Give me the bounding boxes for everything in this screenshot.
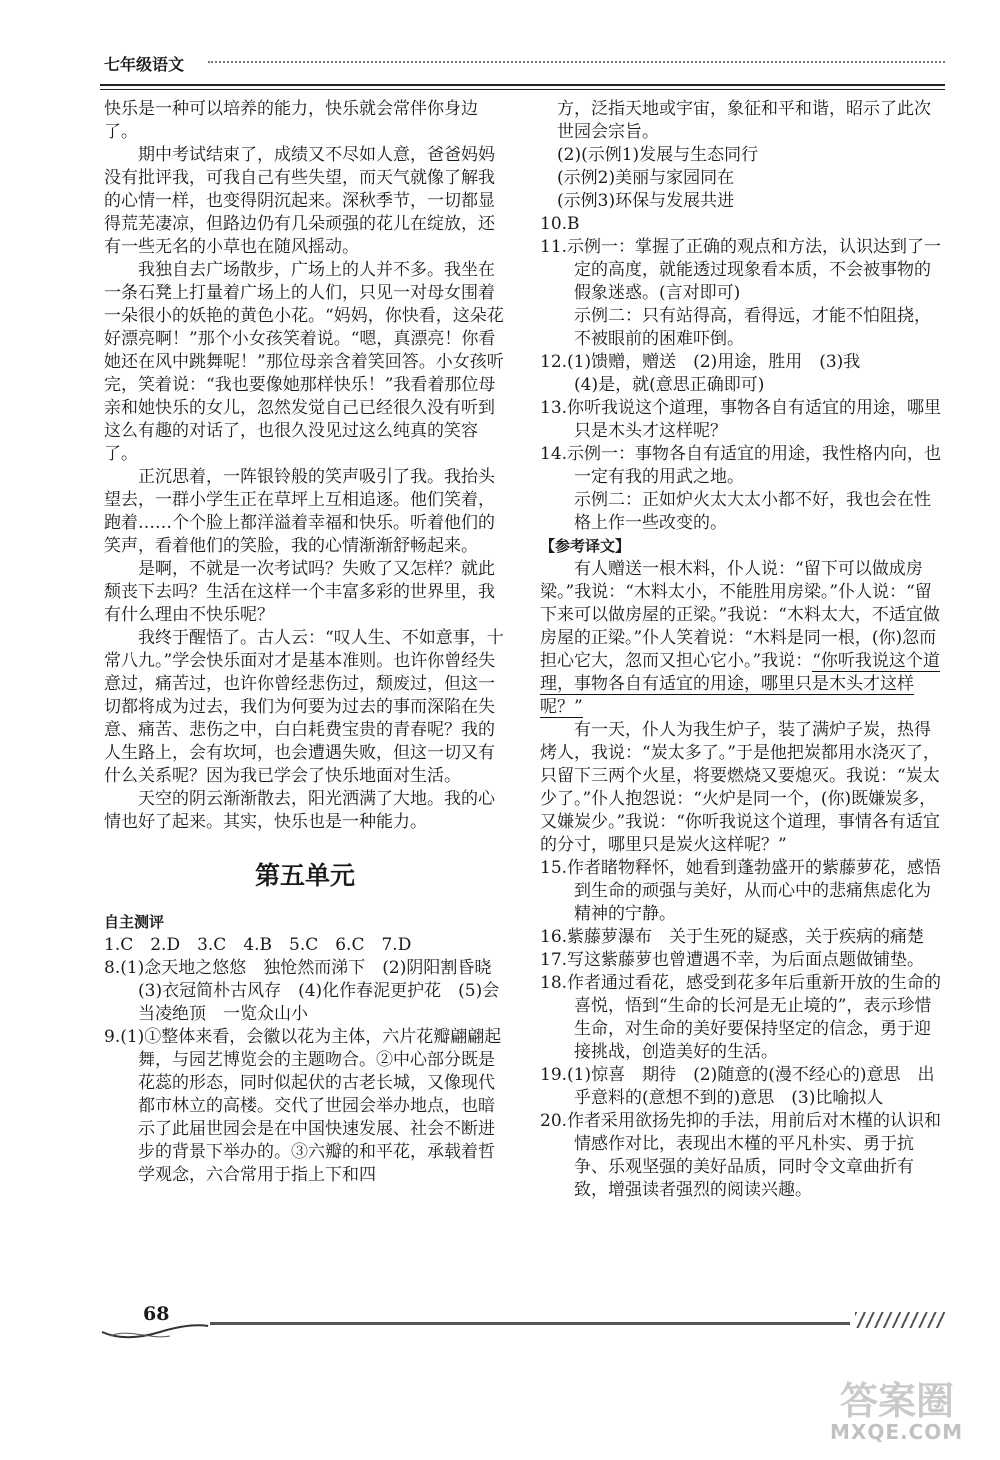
- answer-item: 示例二：只有站得高，看得远，才能不怕阻挠，不被眼前的困难吓倒。: [574, 306, 931, 349]
- answer-item: (示例2)美丽与家园同在: [557, 168, 735, 188]
- unit-title: 第五单元: [254, 861, 355, 890]
- answer-item: 19.(1)惊喜 期待 (2)随意的(漫不经心的)意思 出乎意料的(意想不到的)意思 (3)比喻拟人: [540, 1065, 935, 1108]
- watermark-site: MXQE.COM: [830, 1420, 964, 1444]
- answer-item: 18.作者通过看花，感受到花多年后重新开放的生命的喜悦，悟到“生命的长河是无止境的”，表示珍惜生命，对生命的美好要保持坚定的信念，勇于迎接挑战，创造美好的生活。: [540, 973, 942, 1062]
- left-column: [104, 98, 509, 1187]
- essay-paragraph: 天空的阴云渐渐散去，阳光洒满了大地。我的心情也好了起来。其实，快乐也是一种能力。: [104, 789, 495, 832]
- translation-paragraph: [540, 558, 945, 719]
- essay-paragraph: 期中考试结束了，成绩又不尽如人意，爸爸妈妈没有批评我，可我自己有些失望，而天气就像了解我的心情一样，也变得阴沉起来。深秋季节，一切都显得荒芜凄凉，但路边仍有几朵顽强的花儿在绽放，还有一些无名的小草也在随风摇动。: [104, 145, 495, 257]
- translation-paragraph: 有一天，仆人为我生炉子，装了满炉子炭，热得烤人，我说：“炭太多了。”于是他把炭都用水浇灭了，只留下三两个火星，将要燃烧又要熄灭。我说：“炭太少了。”仆人抱怨说：“火炉是同一个，(你)既嫌炭多，又嫌炭少。”我说：“你听我说这个道理，事情各有适宜的分寸，哪里只是炭火这样呢？”: [540, 720, 940, 855]
- answer-item: 12.(1)馈赠，赠送 (2)用途，胜用 (3)我: [540, 352, 861, 372]
- answer-item: 16.紫藤萝瀑布 关于生死的疑惑，关于疾病的痛楚: [540, 927, 925, 947]
- answer-item: 10.B: [540, 214, 580, 234]
- answer-item: 方，泛指天地或宇宙，象征和平和谐，昭示了此次世园会宗旨。: [557, 99, 931, 142]
- answer-item: 17.写这紫藤萝也曾遭遇不幸，为后面点题做铺垫。: [540, 950, 925, 970]
- answer-item: 14.示例一：事物各自有适宜的用途，我性格内向，也一定有我的用武之地。: [540, 444, 942, 487]
- essay-paragraph: 我终于醒悟了。古人云：“叹人生、不如意事，十常八九。”学会快乐面对才是基本准则。也许你曾经失意过，痛苦过，也许你曾经悲伤过，颓废过，但这一切都将成为过去，我们为何要为过去的事而深陷在失意、痛苦、悲伤之中，白白耗费宝贵的青春呢？我的人生路上，会有坎坷，也会遭遇失败，但这一切又有什么关系呢？因为我已学会了快乐地面对生活。: [104, 628, 504, 786]
- essay-paragraph: 正沉思着，一阵银铃般的笑声吸引了我。我抬头望去，一群小学生正在草坪上互相追逐。他们笑着，跑着……个个脸上都洋溢着幸福和快乐。听着他们的笑声，看着他们的笑脸，我的心情渐渐舒畅起来。: [104, 467, 495, 556]
- section-label: 自主测评: [104, 913, 165, 931]
- translation-text: 有人赠送一根木料，仆人说：“留下可以做成房梁。”我说：“木料太小，不能胜用房梁。”仆人说：“留下来可以做房屋的正梁。”我说：“木料太大，不适宜做房屋的正梁。”仆人笑着说：“木料是同一根，(你)忽而担心它大，忽而又担心它小。”我说：: [540, 559, 940, 671]
- reference-translation-title: 【参考译文】: [540, 537, 631, 555]
- answer-item: (示例3)环保与发展共进: [557, 191, 735, 211]
- answer-item: 13.你听我说这个道理，事物各自有适宜的用途，哪里只是木头才这样呢？: [540, 398, 942, 441]
- answer-item: 1.C 2.D 3.C 4.B 5.C 6.C 7.D: [104, 935, 412, 955]
- answer-item: 20.作者采用欲扬先抑的手法，用前后对木槿的认识和情感作对比，表现出木槿的平凡朴实、勇于抗争、乐观坚强的美好品质，同时令文章曲折有致，增强读者强烈的阅读兴趣。: [540, 1111, 942, 1200]
- page-number: 68: [143, 1303, 170, 1325]
- header-rule-thin: [100, 89, 945, 90]
- answer-item: (4)是，就(意思正确即可): [574, 375, 765, 395]
- essay-paragraph: 我独自去广场散步，广场上的人并不多。我坐在一条石凳上打量着广场上的人们，只见一对母女围着一朵很小的妖艳的黄色小花。“妈妈，你快看，这朵花好漂亮啊！”那个小女孩笑着说。“嗯，真漂亮！你看她还在风中跳舞呢！”那位母亲含着笑回答。小女孩听完，笑着说：“我也要像她那样快乐！”我看着那位母亲和她快乐的女儿，忽然发觉自己已经很久没有听到这么有趣的对话了，也很久没见过这么纯真的笑容了。: [104, 260, 504, 464]
- answer-item: 9.(1)①整体来看，会徽以花为主体，六片花瓣翩翩起舞，与园艺博览会的主题吻合。②中心部分既是花蕊的形态，同时似起伏的古老长城，又像现代都市林立的高楼。交代了世园会举办地点，也暗示了此届世园会是在中国快速发展、社会不断进步的背景下举办的。③六瓣的和平花，承载着哲学观念，六合常用于指上下和四: [104, 1027, 502, 1185]
- answer-item: 11.示例一：掌握了正确的观点和方法，认识达到了一定的高度，就能透过现象看本质，不会被事物的假象迷惑。(言对即可): [540, 237, 942, 303]
- book-title: 七年级语文: [104, 55, 185, 74]
- underlined-sentence: “你听我说这个道理，事物各自有适宜的用途，哪里只是木头才这样呢？”: [540, 651, 940, 717]
- header-rule: [100, 84, 945, 86]
- header-dotted-line: [208, 61, 945, 63]
- essay-paragraph: 是啊，不就是一次考试吗？失败了又怎样？就此颓丧下去吗？生活在这样一个丰富多彩的世界里，我有什么理由不快乐呢？: [104, 559, 495, 625]
- answer-item: 15.作者睹物释怀，她看到蓬勃盛开的紫藤萝花，感悟到生命的顽强与美好，从而心中的悲痛焦虑化为精神的宁静。: [540, 858, 942, 924]
- answer-item: 8.(1)念天地之悠悠 独怆然而涕下 (2)阴阳割昏晓 (3)衣冠简朴古风存 (4)化作春泥更护花 (5)会当凌绝顶 一览众山小: [104, 958, 509, 1024]
- watermark: [830, 1370, 980, 1450]
- answer-item: 示例二：正如炉火太大太小都不好，我也会在性格上作一些改变的。: [574, 490, 931, 533]
- answer-item: (2)(示例1)发展与生态同行: [557, 145, 759, 165]
- page-header: [100, 48, 945, 88]
- essay-paragraph: 快乐是一种可以培养的能力，快乐就会常伴你身边了。: [104, 99, 478, 142]
- footer-rule: [210, 1322, 850, 1325]
- footer-hatch-ornament: [855, 1312, 945, 1328]
- right-column: [540, 98, 945, 1202]
- watermark-seal: 答案圈: [840, 1379, 955, 1423]
